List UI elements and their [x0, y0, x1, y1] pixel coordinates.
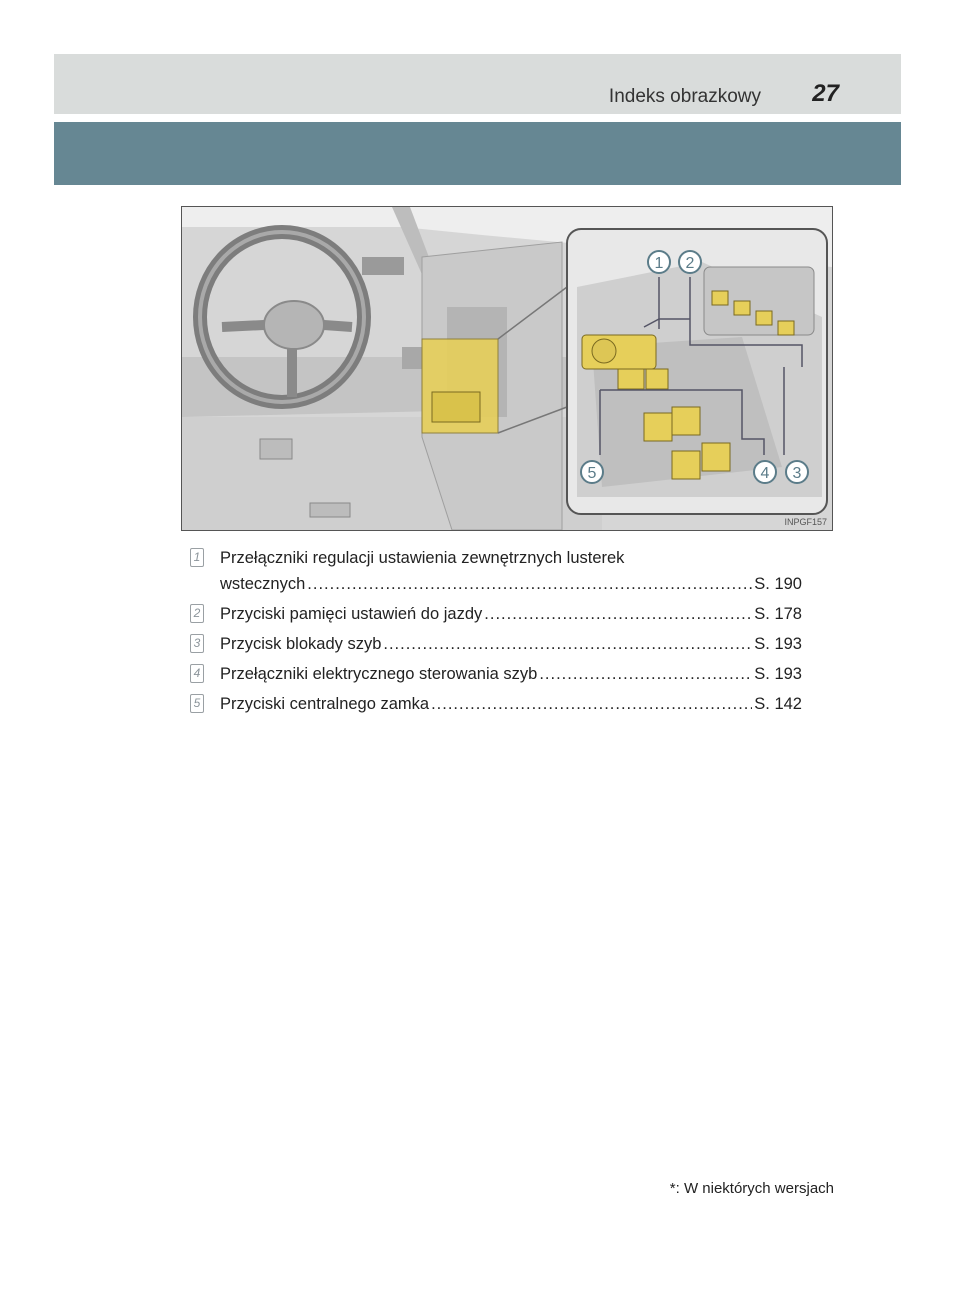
list-item [190, 661, 802, 687]
header-bar [54, 54, 901, 114]
page-reference[interactable]: S. 190 [754, 575, 802, 593]
callout-1-label: 1 [654, 255, 664, 272]
item-number-badge: 3 [190, 634, 204, 653]
list-item [190, 601, 802, 627]
leader-dots [539, 661, 752, 687]
header-title: Indeks obrazkowy [608, 86, 761, 107]
list-item [190, 545, 802, 597]
callout-3-label: 3 [792, 465, 802, 482]
callout-2-label: 2 [685, 255, 695, 272]
section-band [54, 122, 901, 185]
item-list [190, 545, 802, 717]
list-item [190, 691, 802, 717]
callout-5-label: 5 [587, 465, 597, 482]
item-label: Przycisk blokady szyb [220, 635, 382, 653]
item-label: Przyciski pamięci ustawień do jazdy [220, 605, 483, 623]
page-reference[interactable]: S. 178 [754, 605, 802, 623]
page-reference[interactable]: S. 142 [754, 695, 802, 713]
item-number-badge: 1 [190, 548, 204, 567]
item-label-line1: Przełączniki regulacji ustawienia zewnętrznych lusterek [220, 549, 625, 567]
page-reference[interactable]: S. 193 [754, 635, 802, 653]
item-label: Przyciski centralnego zamka [220, 695, 430, 713]
item-number-badge: 2 [190, 604, 204, 623]
footnote: *: W niektórych wersjach [669, 1180, 834, 1197]
list-item [190, 631, 802, 657]
item-label: wstecznych [220, 575, 306, 593]
car-interior-illustration [181, 206, 833, 531]
leader-dots [307, 571, 752, 597]
leader-dots [431, 691, 752, 717]
item-number-badge: 5 [190, 694, 204, 713]
leader-dots [484, 601, 752, 627]
page-number: 27 [812, 80, 839, 107]
item-label: Przełączniki elektrycznego sterowania szyb [220, 665, 538, 683]
figure-code: INPGF157 [784, 517, 827, 527]
leader-dots [383, 631, 752, 657]
page-reference[interactable]: S. 193 [754, 665, 802, 683]
item-number-badge: 4 [190, 664, 204, 683]
callout-4-label: 4 [760, 465, 770, 482]
